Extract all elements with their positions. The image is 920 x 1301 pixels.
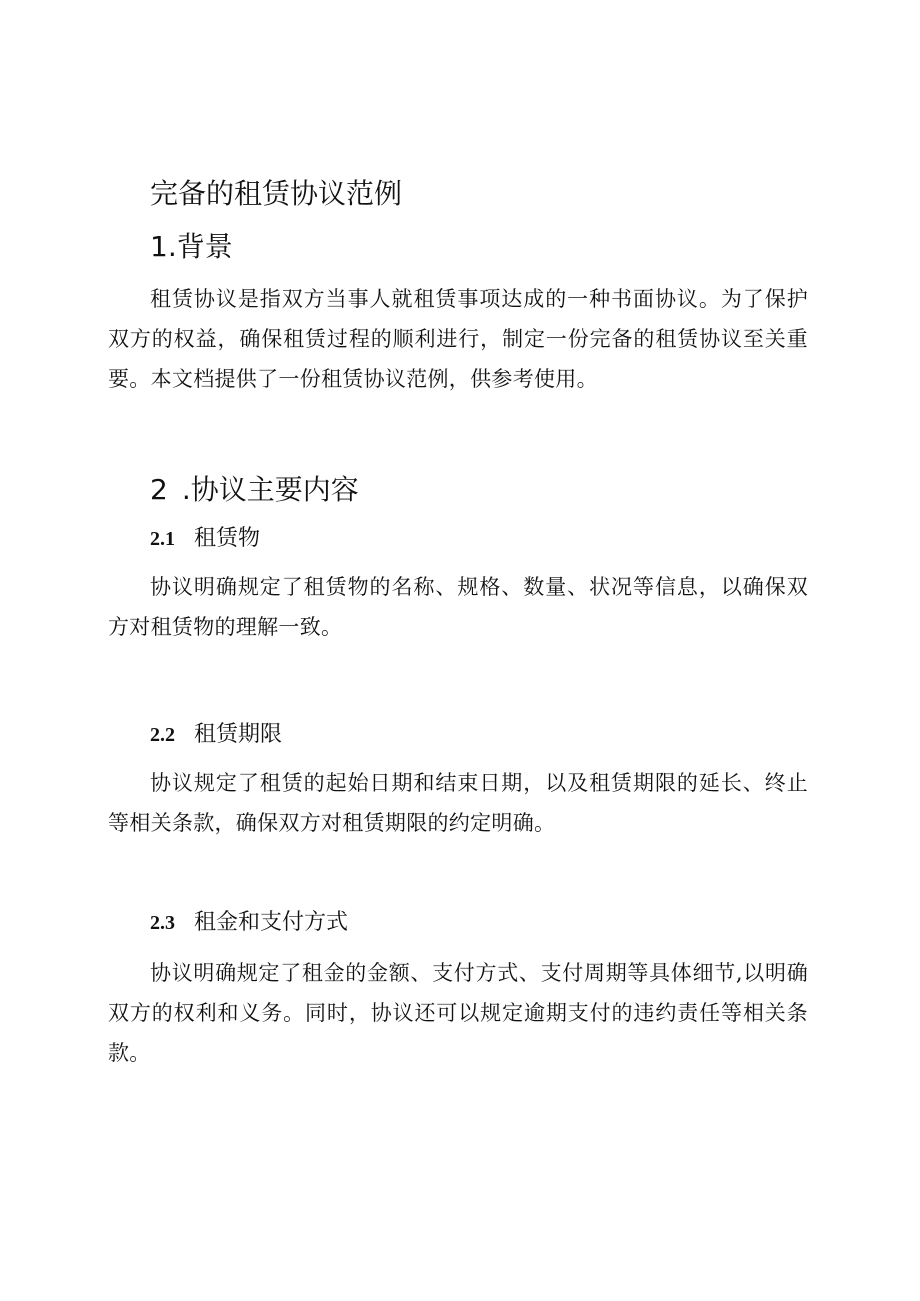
section-heading-agreement-content: 2 .协议主要内容 xyxy=(150,473,359,506)
section-heading-background: 1.背景 xyxy=(150,230,233,263)
subsection-paragraph-lease-term: 协议规定了租赁的起始日期和结束日期，以及租赁期限的延长、终止等相关条款，确保双方对租赁期限的约定明确。 xyxy=(108,771,808,835)
subsection-paragraph-rent-payment: 协议明确规定了租金的金额、支付方式、支付周期等具体细节,以明确双方的权利和义务。同时，协议还可以规定逾期支付的违约责任等相关条款。 xyxy=(108,961,808,1065)
subsection-heading-lease-term xyxy=(150,719,282,751)
subsection-number: 2.1 xyxy=(150,528,175,550)
subsection-title: 租赁物 xyxy=(194,526,261,551)
subsection-number: 2.2 xyxy=(150,724,175,746)
document-title: 完备的租赁协议范例 xyxy=(150,177,403,210)
subsection-paragraph-leased-item: 协议明确规定了租赁物的名称、规格、数量、状况等信息，以确保双方对租赁物的理解一致。 xyxy=(108,575,808,639)
subsection-heading-leased-item xyxy=(150,523,260,555)
subsection-title: 租赁期限 xyxy=(194,722,283,747)
section-paragraph-background: 租赁协议是指双方当事人就租赁事项达成的一种书面协议。为了保护双方的权益，确保租赁过程的顺利进行，制定一份完备的租赁协议至关重要。本文档提供了一份租赁协议范例，供参考使用。 xyxy=(108,287,808,391)
subsection-heading-rent-payment xyxy=(150,907,348,939)
subsection-title: 租金和支付方式 xyxy=(194,910,349,935)
subsection-number: 2.3 xyxy=(150,912,175,934)
